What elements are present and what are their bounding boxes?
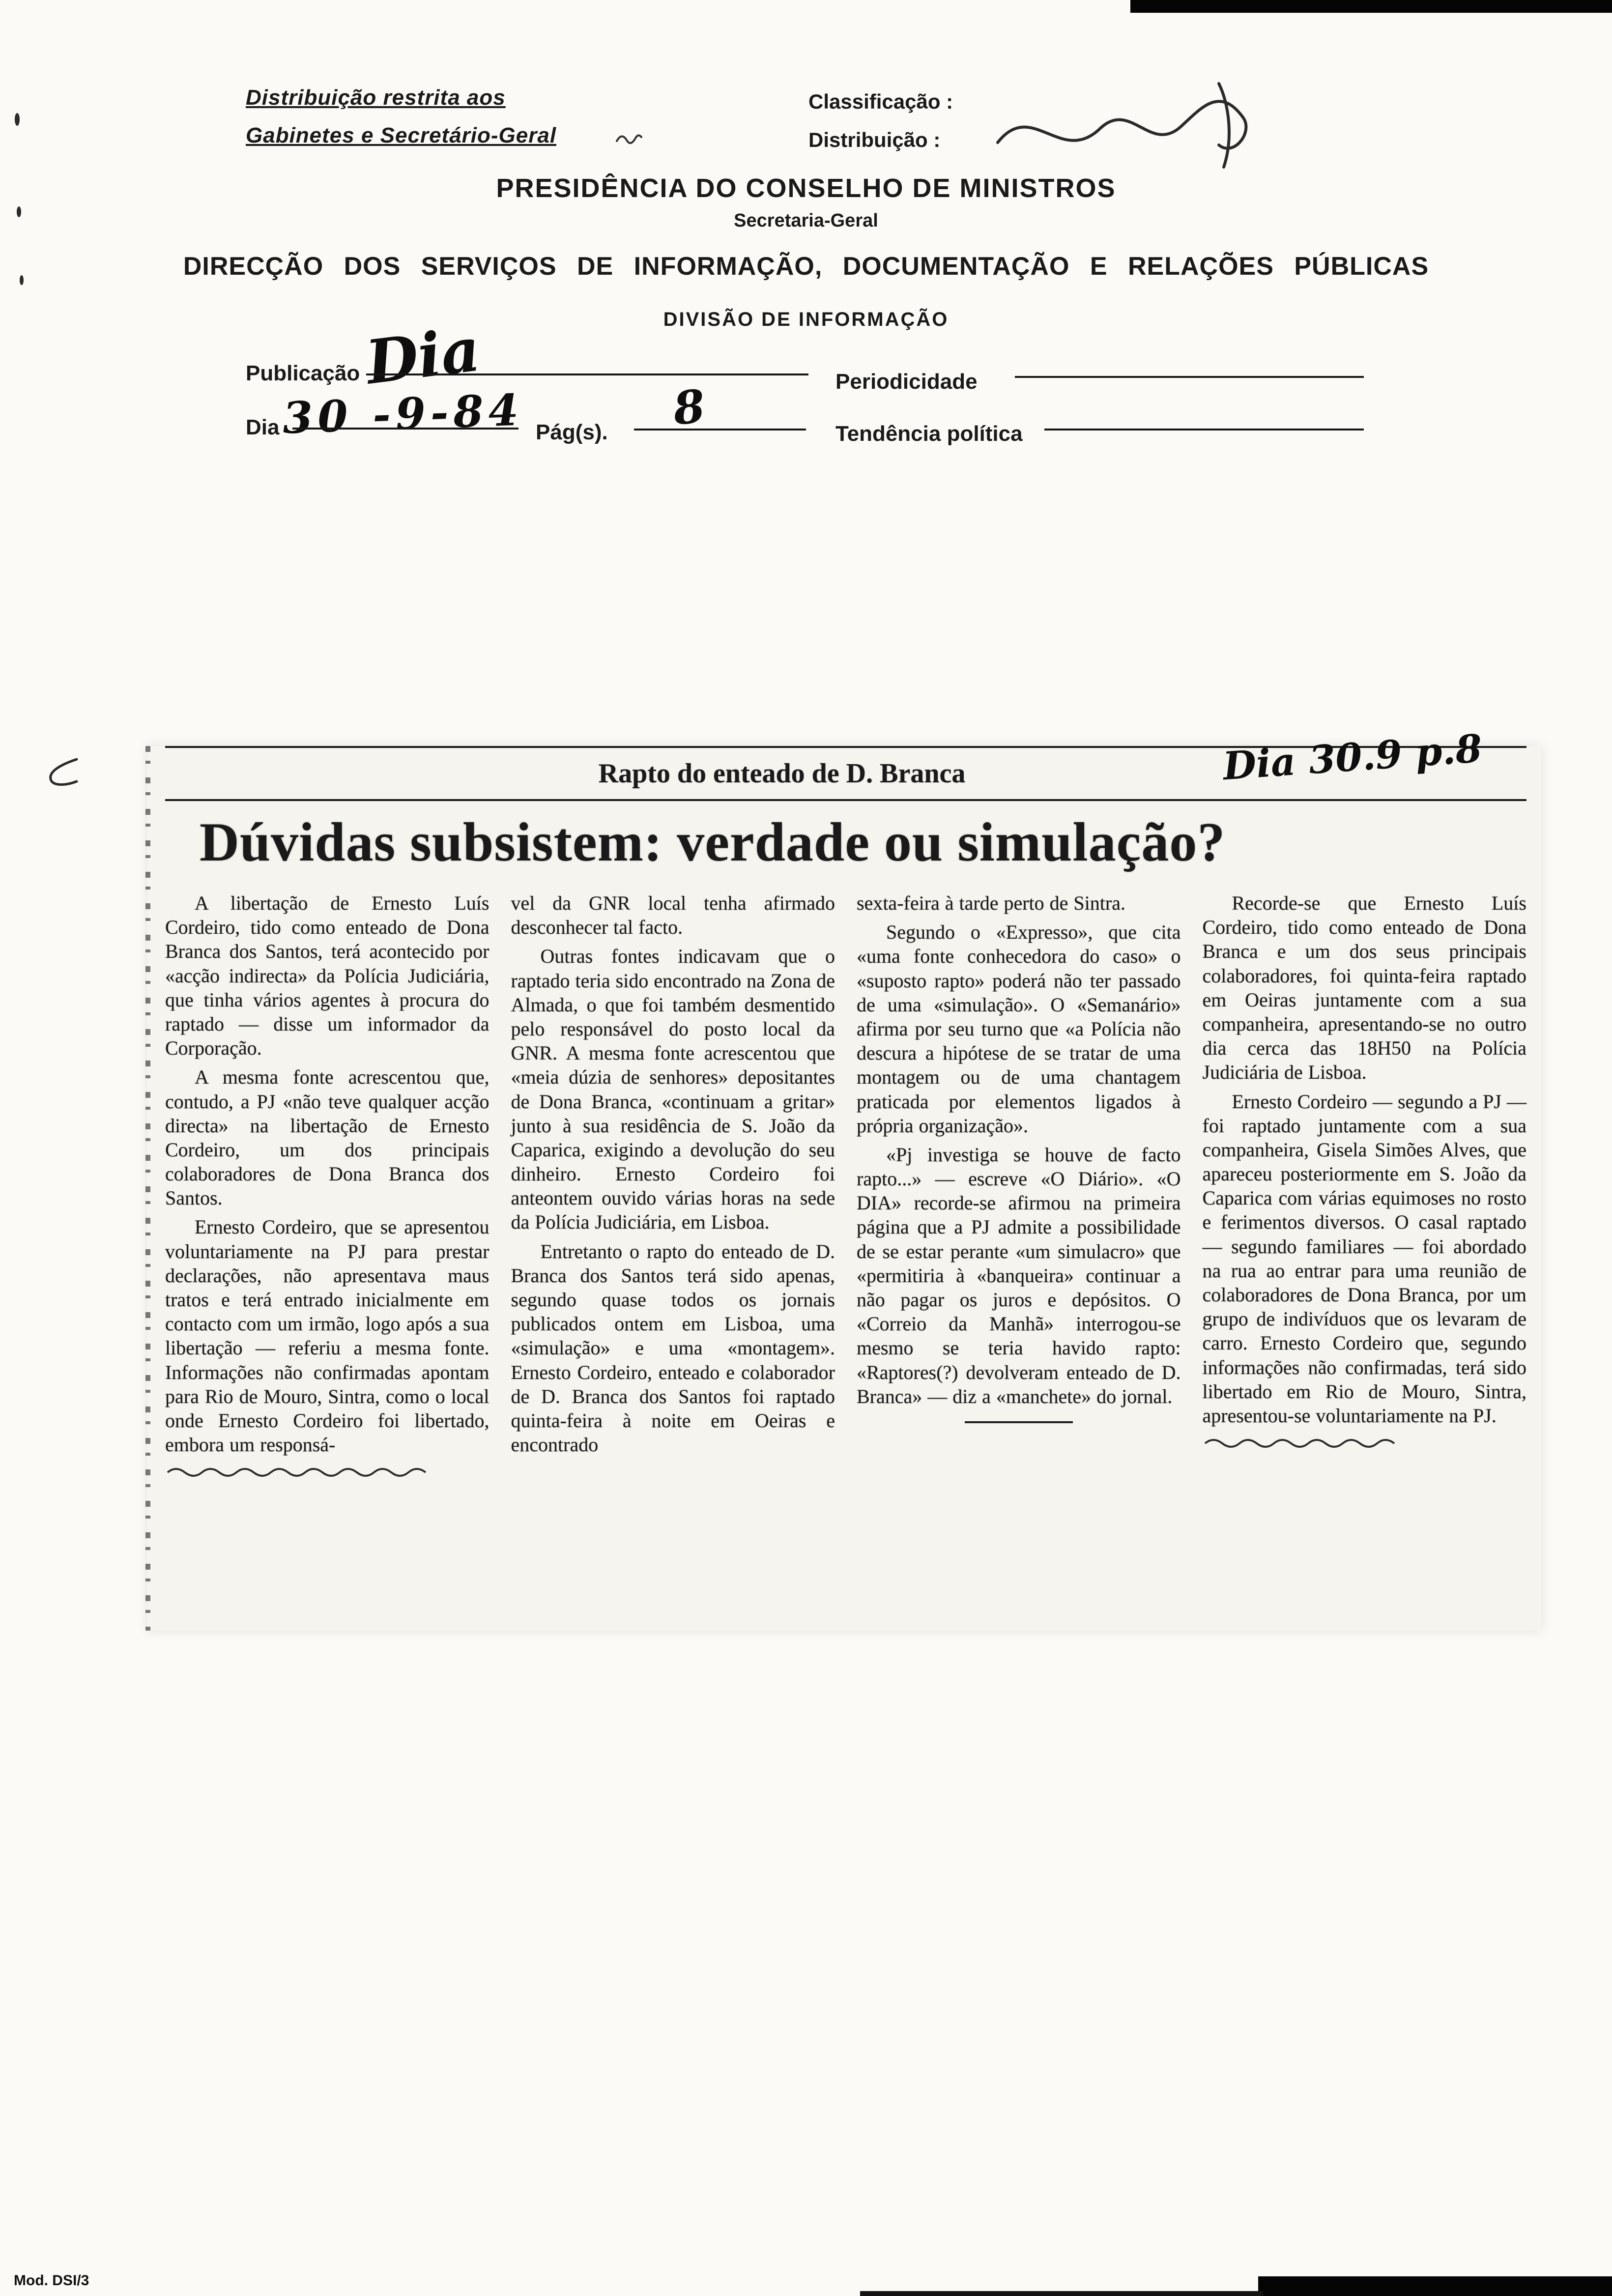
pen-tick-icon: [614, 129, 644, 148]
kicker-handwritten-note: Dia 30.9 p.8: [1221, 726, 1484, 789]
tendencia-blank-line: [1044, 429, 1364, 430]
clipping-torn-edge: [145, 746, 150, 1631]
pags-blank-line: [634, 429, 806, 430]
article-headline: Dúvidas subsistem: verdade ou simulação?: [200, 812, 1226, 873]
article-end-rule: [965, 1421, 1073, 1423]
org-title: PRESIDÊNCIA DO CONSELHO DE MINISTROS: [496, 173, 1116, 203]
article-column-3: [857, 891, 1181, 1478]
article-paragraph: vel da GNR local tenha afirmado desconhecer tal facto.: [511, 892, 835, 939]
form-model-number: Mod. DSI/3: [14, 2272, 89, 2289]
publicacao-handwritten-value: Dia: [362, 314, 484, 398]
article-column-1: [165, 891, 489, 1478]
distribuicao-label: Distribuição :: [808, 128, 941, 151]
scan-speck: [15, 113, 20, 126]
column-1-text: [165, 891, 489, 1457]
classificacao-label: Classificação :: [808, 90, 953, 113]
scan-black-bar-top: [1130, 0, 1612, 13]
department-line: DIRECÇÃO DOS SERVIÇOS DE INFORMAÇÃO, DOCUMENTAÇÃO E RELAÇÕES PÚBLICAS: [183, 252, 1429, 281]
kicker-bottom-rule: [165, 799, 1526, 801]
pen-mark-left: [42, 757, 86, 791]
scan-black-strip-bottom: [860, 2291, 1263, 2296]
column-2-text: [511, 891, 835, 1457]
pen-squiggle-icon: [1203, 1436, 1527, 1449]
article-paragraph: Recorde-se que Ernesto Luís Cordeiro, tido como enteado de Dona Branca e um dos seus principais colaboradores, foi quinta-feira raptado em Oeiras juntamente com a sua companheira, apresentando-se no outro dia cerca das 18H50 na Polícia Judiciária de Lisboa.: [1202, 892, 1526, 1084]
kicker-row: [165, 726, 1526, 799]
article-paragraph: A mesma fonte acrescentou que, contudo, a PJ «não teve qualquer acção directa» na libertação de Ernesto Cordeiro, um dos principais colaboradores de Dona Branca dos Santos.: [165, 1066, 489, 1209]
dia-blank-line: [292, 428, 518, 430]
publicacao-blank-line: [366, 373, 808, 375]
article-paragraph: «Pj investiga se houve de facto rapto...» — escreve «O Diário». «O DIA» recorde-se afirmou na primeira página que a PJ admite a possibilidade de se estar perante «um simulacro» que «permitiria à «banqueira» continuar a não pagar os juros e depósitos. O «Correio da Manhã» interrogou-se mesmo se teria havido rapto: «Raptores(?) devolveram enteado de D. Branca» — diz a «manchete» do jornal.: [857, 1143, 1181, 1407]
article-paragraph: Outras fontes indicavam que o raptado teria sido encontrado na Zona de Almada, o que foi também desmentido pelo responsável do posto local da GNR. A mesma fonte acrescentou que «meia dúzia de senhores» depositantes de Dona Branca, «continuam a gritar» junto à sua residência de S. João da Caparica, exigindo a devolução do seu dinheiro. Ernesto Cordeiro foi anteontem ouvido várias horas na sede da Polícia Judiciária, em Lisboa.: [511, 945, 835, 1234]
restricted-line-1: Distribuição restrita aos: [246, 86, 506, 110]
article-paragraph: A libertação de Ernesto Luís Cordeiro, tido como enteado de Dona Branca dos Santos, terá acontecido por «acção indirecta» da Polícia Judiciária, que tinha vários agentes à procura do raptado — disse um informador da Corporação.: [165, 892, 489, 1060]
article-column-4: [1203, 891, 1527, 1478]
publicacao-label: Publicação: [246, 361, 360, 385]
restricted-distribution-note: [246, 79, 556, 154]
article-paragraph: sexta-feira à tarde perto de Sintra.: [857, 892, 1125, 914]
article-paragraph: Entretanto o rapto do enteado de D. Branca dos Santos terá sido apenas, segundo quase todos os jornais publicados ontem em Lisboa, uma «simulação» e uma «montagem». Ernesto Cordeiro, enteado e colaborador de D. Branca dos Santos foi raptado quinta-feira à noite em Oeiras e encontrado: [511, 1240, 835, 1456]
article-column-2: [511, 891, 835, 1478]
dia-handwritten-value: 30 -9-84: [282, 384, 524, 444]
dia-label: Dia: [246, 415, 280, 439]
pags-label: Pág(s).: [536, 420, 608, 444]
division-line: DIVISÃO DE INFORMAÇÃO: [663, 309, 949, 330]
scan-black-bar-bottom: [1258, 2276, 1612, 2296]
org-subtitle: Secretaria-Geral: [734, 210, 878, 231]
column-4-text: [1203, 891, 1527, 1428]
periodicidade-label: Periodicidade: [835, 370, 978, 394]
pen-squiggle-icon: [165, 1465, 489, 1478]
article-paragraph: Ernesto Cordeiro, que se apresentou voluntariamente na PJ para prestar declarações, não apresentava maus tratos e terá entrado inicialmente em contacto com um irmão, logo após a sua libertação — referiu a mesma fonte. Informações não confirmadas apontam para Rio de Mouro, Sintra, como o local onde Ernesto Cordeiro foi libertado, embora um responsá-: [165, 1216, 489, 1456]
restricted-line-2: Gabinetes e Secretário-Geral: [246, 123, 557, 147]
article-paragraph: Segundo o «Expresso», que cita «uma fonte conhecedora do caso» o «suposto rapto» poderá não ter passado de uma «simulação». O «Semanário» afirma por seu turno que «a Polícia não descura a hipótese de se tratar de uma montagem ou de uma chantagem praticada por elementos ligados à própria organização».: [857, 921, 1181, 1137]
article-paragraph: Ernesto Cordeiro — segundo a PJ — foi raptado juntamente com a sua companheira, Gisela Simões Alves, que apareceu posteriormente em S. João da Caparica com várias equimoses no rosto e ferimentos diversos. O casal raptado — segundo familiares — foi abordado na rua ao entrar para uma reunião de colaboradores de Dona Branca, por um grupo de indivíduos que os levaram de carro. Ernesto Cordeiro que, segundo informações não confirmadas, terá sido libertado em Rio de Mouro, Sintra, apresentou-se voluntariamente na PJ.: [1202, 1090, 1526, 1427]
periodicidade-blank-line: [1015, 376, 1364, 378]
pags-handwritten-value: 8: [670, 379, 708, 436]
tendencia-label: Tendência política: [835, 422, 1023, 446]
article-kicker: Rapto do enteado de D. Branca: [598, 758, 966, 789]
column-3-text: [857, 891, 1181, 1408]
handwritten-scribble-icon: [988, 54, 1263, 187]
newspaper-clipping: [147, 726, 1541, 1631]
classification-labels: [808, 83, 953, 159]
article-columns: [165, 891, 1526, 1478]
